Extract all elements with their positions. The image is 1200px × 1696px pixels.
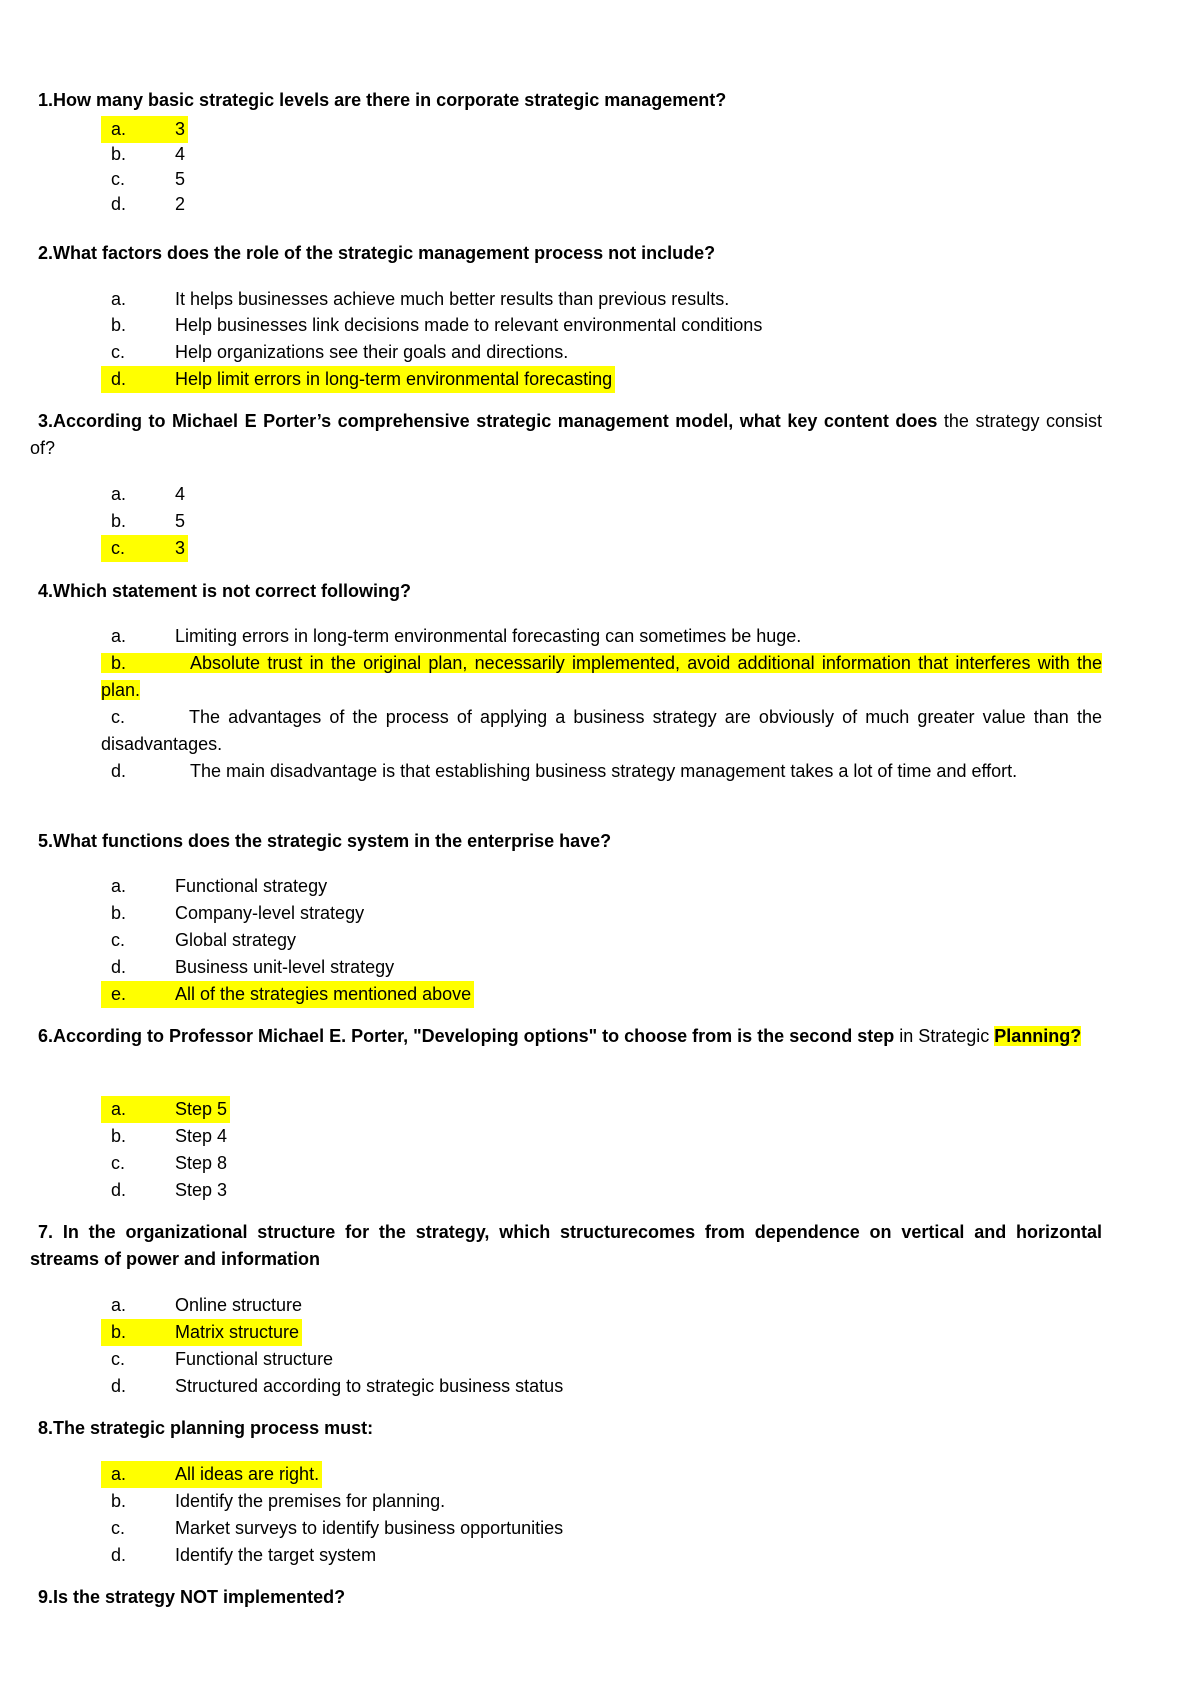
option-8a: a. All ideas are right. bbox=[101, 1461, 322, 1488]
option-6b: b. Step 4 bbox=[111, 1126, 228, 1146]
option-7a: a. Online structure bbox=[111, 1295, 303, 1315]
option-4c: c. The advantages of the process of applying a business strategy are obviously of much greater value than the disadvantages. bbox=[101, 707, 1102, 754]
option-8c: c. Market surveys to identify business opportunities bbox=[111, 1518, 564, 1538]
question-8-title: 8.The strategic planning process must: bbox=[38, 1418, 374, 1438]
question-6-title: 6.According to Professor Michael E. Porter, "Developing options" to choose from is the second step in Strategic Planning? bbox=[38, 1026, 1082, 1046]
option-3b: b. 5 bbox=[111, 511, 186, 531]
option-6a: a. Step 5 bbox=[101, 1096, 230, 1123]
option-1d: d. 2 bbox=[111, 194, 186, 214]
option-3c: c. 3 bbox=[101, 535, 188, 562]
option-2a: a. It helps businesses achieve much better results than previous results. bbox=[111, 289, 730, 309]
question-9-title: 9.Is the strategy NOT implemented? bbox=[38, 1587, 346, 1607]
option-3a: a. 4 bbox=[111, 484, 186, 504]
option-7c: c. Functional structure bbox=[111, 1349, 334, 1369]
question-2-title: 2.What factors does the role of the strategic management process not include? bbox=[38, 243, 716, 263]
option-5b: b. Company-level strategy bbox=[111, 903, 365, 923]
option-4d: d. The main disadvantage is that establishing business strategy management takes a lot of time and effort. bbox=[111, 761, 1018, 781]
question-3-title: 3.According to Michael E Porter’s comprehensive strategic management model, what key content does the strategy consist of? bbox=[30, 411, 1103, 458]
option-7d: d. Structured according to strategic business status bbox=[111, 1376, 564, 1396]
option-6c: c. Step 8 bbox=[111, 1153, 228, 1173]
option-2b: b. Help businesses link decisions made to relevant environmental conditions bbox=[111, 315, 763, 335]
option-5d: d. Business unit-level strategy bbox=[111, 957, 395, 977]
option-4b: b. Absolute trust in the original plan, necessarily implemented, avoid additional information that interferes with the plan. bbox=[101, 653, 1102, 700]
option-8d: d. Identify the target system bbox=[111, 1545, 377, 1565]
option-5e: e. All of the strategies mentioned above bbox=[101, 981, 474, 1008]
option-1c: c. 5 bbox=[111, 169, 186, 189]
question-5-title: 5.What functions does the strategic system in the enterprise have? bbox=[38, 831, 612, 851]
option-4a: a. Limiting errors in long-term environmental forecasting can sometimes be huge. bbox=[111, 626, 802, 646]
option-2d: d. Help limit errors in long-term environmental forecasting bbox=[101, 366, 615, 393]
option-1b: b. 4 bbox=[111, 144, 186, 164]
option-2c: c. Help organizations see their goals and directions. bbox=[111, 342, 569, 362]
question-1-title: 1.How many basic strategic levels are there in corporate strategic management? bbox=[38, 90, 727, 110]
option-5a: a. Functional strategy bbox=[111, 876, 328, 896]
question-7-title: 7. In the organizational structure for the strategy, which structurecomes from dependence on vertical and horizontal streams of power and information bbox=[30, 1222, 1102, 1269]
option-8b: b. Identify the premises for planning. bbox=[111, 1491, 446, 1511]
option-7b: b. Matrix structure bbox=[101, 1319, 302, 1346]
option-5c: c. Global strategy bbox=[111, 930, 297, 950]
question-4-title: 4.Which statement is not correct following? bbox=[38, 581, 412, 601]
option-1a: a. 3 bbox=[101, 116, 188, 143]
option-6d: d. Step 3 bbox=[111, 1180, 228, 1200]
